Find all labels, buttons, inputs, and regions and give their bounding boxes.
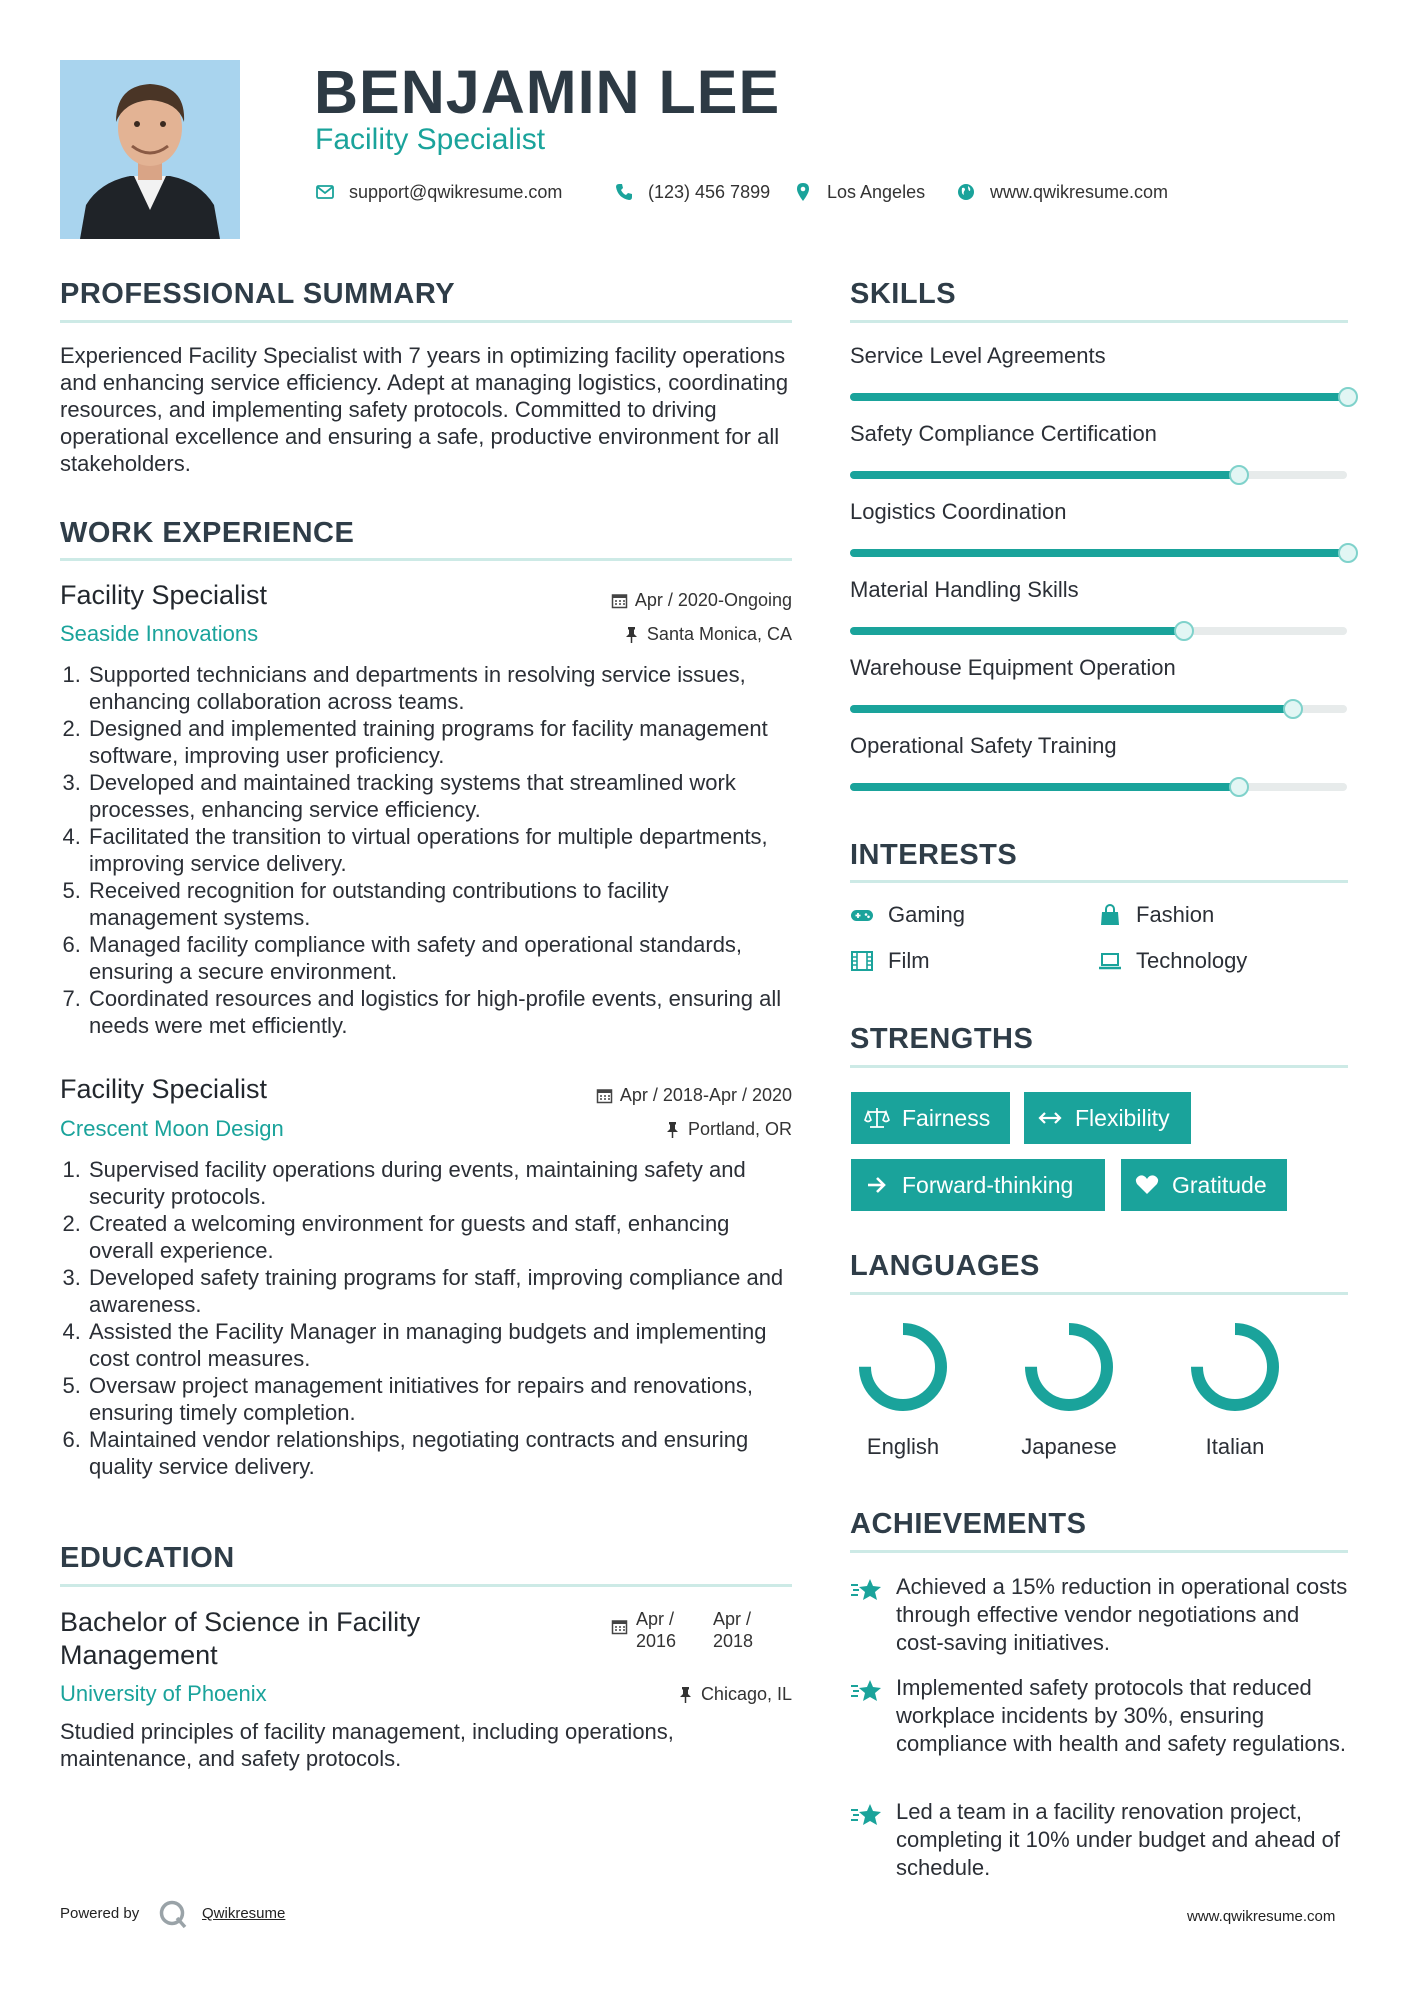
strength-label: Gratitude — [1172, 1171, 1267, 1198]
skill-bar-track — [850, 393, 1347, 401]
job-bullet: 3. Developed safety training programs for staff, improving compliance and awareness. — [87, 1264, 800, 1318]
job-bullets — [55, 661, 800, 1039]
film-icon — [850, 950, 874, 972]
strength-label: Flexibility — [1075, 1104, 1170, 1131]
language-progress-ring — [1024, 1322, 1114, 1412]
skill-bar-knob — [1338, 387, 1358, 407]
balance-scale-icon — [864, 1106, 890, 1130]
globe-icon — [956, 182, 976, 202]
job-dates-text: Apr / 2018-Apr / 2020 — [619, 1085, 792, 1105]
language-progress-ring — [1190, 1322, 1280, 1412]
job-bullet: 2. Created a welcoming environment for guests and staff, enhancing overall experience. — [87, 1210, 800, 1264]
powered-by-label: Powered by — [60, 1905, 140, 1922]
summary-rule — [60, 320, 792, 323]
interest-label: Gaming — [888, 902, 966, 927]
map-marker-icon — [793, 182, 813, 202]
skill-name: Safety Compliance Certification — [850, 421, 1157, 446]
strength-label: Fairness — [902, 1104, 991, 1131]
strengths-rule — [850, 1065, 1348, 1068]
job-bullet: 5. Received recognition for outstanding contributions to facility management systems. — [87, 877, 800, 931]
pushpin-icon — [623, 626, 640, 643]
strength-chip-fairness — [851, 1092, 1010, 1144]
skill-name: Warehouse Equipment Operation — [850, 655, 1176, 680]
job-dates — [500, 1084, 792, 1106]
achievement-text: Implemented safety protocols that reduced workplace incidents by 30%, ensuring compliance with health and safety regulations. — [896, 1675, 1347, 1756]
achievement-icon — [850, 1677, 882, 1710]
edu-description: Studied principles of facility management, including operations, maintenance, and safety protocols. — [60, 1719, 674, 1771]
envelope-icon — [315, 182, 335, 202]
skills-heading: SKILLS — [850, 278, 957, 310]
profile-photo — [60, 60, 240, 239]
job-location — [500, 1118, 792, 1140]
job-location-text: Portland, OR — [687, 1119, 792, 1139]
language-ring — [1024, 1322, 1114, 1417]
degree-line-1: Bachelor of Science in Facility — [60, 1607, 421, 1637]
contact-phone[interactable] — [614, 179, 770, 205]
achievement-text: Achieved a 15% reduction in operational costs through effective vendor negotiations and cost-saving initiatives. — [896, 1574, 1348, 1655]
education-rule — [60, 1584, 792, 1587]
calendar-icon — [611, 1618, 628, 1635]
skill-bar-fill — [850, 549, 1347, 557]
edu-calendar — [611, 1618, 628, 1640]
website-text: www.qwikresume.com — [990, 181, 1169, 202]
strength-chip-flexibility — [1024, 1092, 1191, 1144]
contact-location — [793, 179, 925, 205]
job-bullet: 6. Managed facility compliance with safety and operational standards, ensuring a secure environment. — [87, 931, 800, 985]
pushpin-icon — [677, 1686, 694, 1703]
job-bullet: 4. Assisted the Facility Manager in managing budgets and implementing cost control measures. — [87, 1318, 800, 1372]
job-location-text: Santa Monica, CA — [646, 624, 792, 644]
qwikresume-logo — [158, 1899, 188, 1934]
laptop-icon — [1098, 950, 1122, 972]
job-bullet: 1. Supported technicians and departments in resolving service issues, enhancing collaboration across teams. — [87, 661, 800, 715]
language-progress-ring — [858, 1322, 948, 1412]
strengths-heading: STRENGTHS — [850, 1023, 1034, 1055]
language-name: English — [866, 1434, 940, 1459]
contact-website[interactable] — [956, 179, 1168, 205]
job-location — [500, 623, 792, 645]
gamepad-icon — [850, 904, 874, 926]
skill-bar-knob — [1283, 699, 1303, 719]
interest-film — [850, 948, 930, 974]
interest-gaming — [850, 902, 965, 928]
job-bullet: 1. Supervised facility operations during events, maintaining safety and security protocols. — [87, 1156, 800, 1210]
summary-text: Experienced Facility Specialist with 7 years in optimizing facility operations and enhancing service efficiency. Adept at managing logistics, coordinating resources, and implementing safety protocols. Committed to driving operational excellence and ensuring a safe, productive environment for all stakeholders. — [60, 343, 789, 476]
skill-bar-fill — [850, 705, 1292, 713]
calendar-icon — [611, 592, 628, 609]
job-company: Seaside Innovations — [60, 621, 259, 646]
skill-name: Logistics Coordination — [850, 499, 1067, 524]
phone-text: (123) 456 7899 — [648, 181, 771, 202]
interests-rule — [850, 880, 1348, 883]
job-bullet: 7. Coordinated resources and logistics for high-profile events, ensuring all needs were met efficiently. — [87, 985, 800, 1039]
skill-bar-fill — [850, 783, 1238, 791]
skill-bar-knob — [1174, 621, 1194, 641]
edu-location-text: Chicago, IL — [700, 1684, 792, 1704]
job-title: Facility Specialist — [60, 1074, 268, 1104]
degree-line-2: Management — [60, 1640, 218, 1670]
language-name: Japanese — [1021, 1434, 1117, 1459]
footer-website[interactable]: www.qwikresume.com — [1187, 1908, 1336, 1925]
candidate-name: BENJAMIN LEE — [314, 58, 781, 126]
skill-name: Operational Safety Training — [850, 733, 1117, 758]
achievements-heading: ACHIEVEMENTS — [850, 1508, 1087, 1540]
skills-rule — [850, 320, 1348, 323]
languages-heading: LANGUAGES — [850, 1250, 1040, 1282]
achievement-text: Led a team in a facility renovation project, completing it 10% under budget and ahead of schedule. — [896, 1799, 1340, 1880]
email-text: support@qwikresume.com — [349, 181, 563, 202]
qwikresume-link[interactable]: Qwikresume — [202, 1905, 286, 1922]
edu-school: University of Phoenix — [60, 1681, 267, 1706]
experience-rule — [60, 558, 792, 561]
interest-label: Technology — [1136, 948, 1248, 973]
pushpin-icon — [664, 1121, 681, 1138]
job-dates-text: Apr / 2020-Ongoing — [634, 590, 792, 610]
location-text: Los Angeles — [827, 181, 926, 202]
edu-end-line-1: Apr / — [713, 1609, 752, 1629]
skill-bar-fill — [850, 393, 1347, 401]
job-bullet: 5. Oversaw project management initiatives for repairs and renovations, ensuring timely completion. — [87, 1372, 800, 1426]
q-logo-icon — [158, 1899, 188, 1929]
strength-chip-forward-thinking — [851, 1159, 1105, 1211]
arrows-horizontal-icon — [1037, 1106, 1063, 1130]
shooting-star-icon — [850, 1801, 882, 1829]
skill-bar-knob — [1229, 777, 1249, 797]
job-bullet: 4. Facilitated the transition to virtual operations for multiple departments, improving service delivery. — [87, 823, 800, 877]
job-bullet-list — [55, 1156, 800, 1480]
interests-heading: INTERESTS — [850, 839, 1018, 871]
interest-label: Film — [888, 948, 930, 973]
heart-icon — [1134, 1173, 1160, 1197]
shooting-star-icon — [850, 1677, 882, 1705]
skill-bar-knob — [1338, 543, 1358, 563]
arrow-right-icon — [864, 1173, 890, 1197]
job-title: Facility Specialist — [60, 580, 268, 610]
edu-start-line-2: 2016 — [636, 1631, 677, 1651]
strength-label: Forward-thinking — [902, 1171, 1074, 1198]
interest-technology — [1098, 948, 1247, 974]
job-bullets — [55, 1156, 800, 1480]
skill-bar-fill — [850, 471, 1238, 479]
edu-end-line-2: 2018 — [713, 1631, 754, 1651]
skill-bar-track — [850, 627, 1347, 635]
job-bullet-list — [55, 661, 800, 1039]
skill-bar-track — [850, 783, 1347, 791]
interest-fashion — [1098, 902, 1214, 928]
phone-icon — [614, 182, 634, 202]
skill-name: Material Handling Skills — [850, 577, 1079, 602]
contact-email[interactable] — [315, 179, 562, 205]
skill-name: Service Level Agreements — [850, 343, 1106, 368]
job-dates — [500, 589, 792, 611]
edu-start-line-1: Apr / — [636, 1609, 675, 1629]
calendar-icon — [596, 1087, 613, 1104]
achievement-icon — [850, 1576, 882, 1609]
job-bullet: 2. Designed and implemented training programs for facility management software, improving user proficiency. — [87, 715, 800, 769]
candidate-title: Facility Specialist — [315, 123, 546, 156]
achievement-icon — [850, 1801, 882, 1834]
languages-rule — [850, 1292, 1348, 1295]
shopping-bag-icon — [1098, 904, 1122, 926]
edu-location — [560, 1683, 792, 1705]
skill-bar-knob — [1229, 465, 1249, 485]
interest-label: Fashion — [1136, 902, 1215, 927]
job-bullet: 3. Developed and maintained tracking systems that streamlined work processes, enhancing service efficiency. — [87, 769, 800, 823]
job-bullet: 6. Maintained vendor relationships, negotiating contracts and ensuring quality service delivery. — [87, 1426, 800, 1480]
shooting-star-icon — [850, 1576, 882, 1604]
strength-chip-gratitude — [1121, 1159, 1287, 1211]
language-ring — [858, 1322, 948, 1417]
language-ring — [1190, 1322, 1280, 1417]
language-name: Italian — [1205, 1434, 1265, 1459]
edu-start-date — [636, 1608, 676, 1652]
skill-bar-track — [850, 549, 1347, 557]
skill-bar-fill — [850, 627, 1183, 635]
experience-heading: WORK EXPERIENCE — [60, 517, 355, 549]
summary-heading: PROFESSIONAL SUMMARY — [60, 278, 456, 310]
skill-bar-track — [850, 471, 1347, 479]
achievements-rule — [850, 1550, 1348, 1553]
edu-end-date — [713, 1608, 753, 1652]
skill-bar-track — [850, 705, 1347, 713]
job-company: Crescent Moon Design — [60, 1116, 284, 1141]
education-heading: EDUCATION — [60, 1542, 235, 1574]
